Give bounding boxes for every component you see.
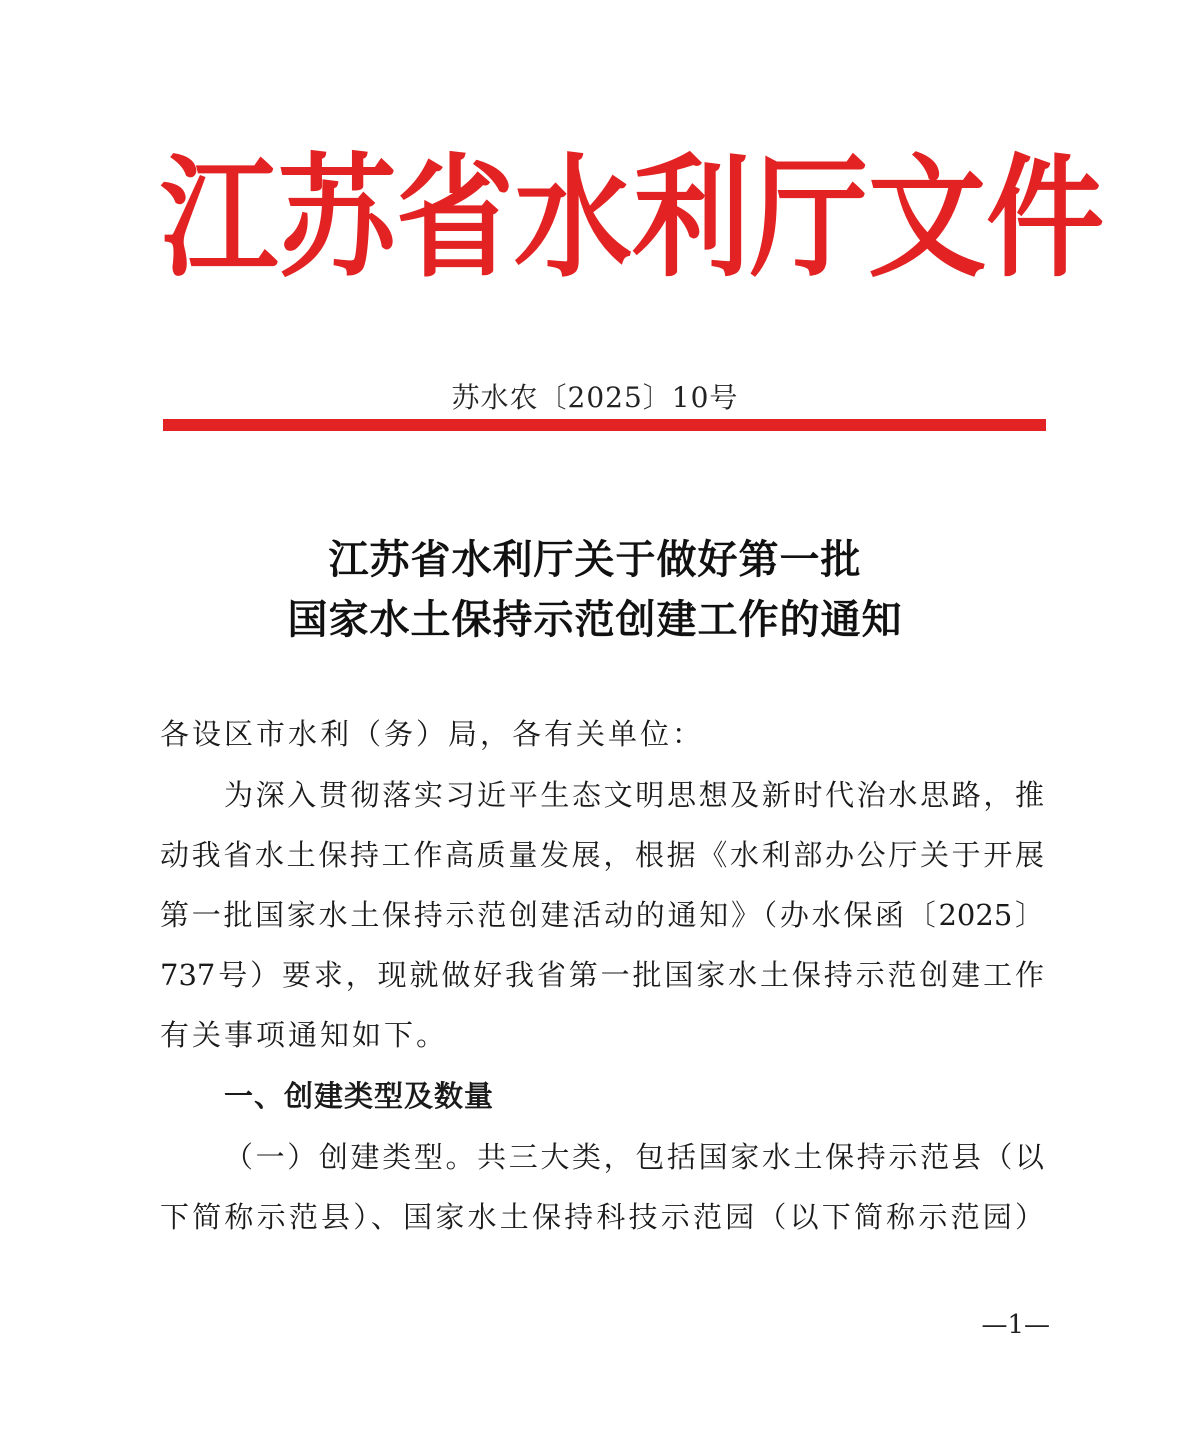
masthead-char: 苏 bbox=[278, 140, 397, 296]
paragraph-line: 为深入贯彻落实习近平生态文明思想及新时代治水思路，推 bbox=[224, 778, 1044, 812]
document-title-line-1: 江苏省水利厅关于做好第一批 bbox=[328, 536, 862, 583]
masthead-char: 省 bbox=[396, 140, 515, 296]
salutation: 各设区市水利（务）局，各有关单位： bbox=[160, 717, 705, 751]
document-number: 苏水农〔2025〕10号 bbox=[451, 381, 739, 414]
paragraph-line: 动我省水土保持工作高质量发展，根据《水利部办公厅关于开展 bbox=[160, 838, 1044, 872]
masthead-char: 江 bbox=[160, 140, 279, 296]
document-title-line-2: 国家水土保持示范创建工作的通知 bbox=[287, 596, 903, 643]
page-number: —1— bbox=[981, 1310, 1050, 1340]
paragraph-line: 下简称示范县）、国家水土保持科技示范园（以下简称示范园） bbox=[160, 1200, 1044, 1234]
masthead-char: 件 bbox=[986, 140, 1105, 296]
masthead-char: 水 bbox=[514, 140, 633, 296]
paragraph-line: 第一批国家水土保持示范创建活动的通知》（办水保函〔2025〕 bbox=[160, 898, 1044, 932]
paragraph-line: 737号）要求，现就做好我省第一批国家水土保持示范创建工作 bbox=[160, 958, 1044, 992]
red-divider-rule bbox=[163, 419, 1046, 431]
masthead-char: 厅 bbox=[750, 140, 869, 296]
paragraph-line: （一）创建类型。共三大类，包括国家水土保持示范县（以 bbox=[224, 1140, 1044, 1174]
section-heading: 一、创建类型及数量 bbox=[224, 1079, 495, 1113]
masthead bbox=[160, 138, 1105, 298]
masthead-char: 文 bbox=[868, 140, 987, 296]
masthead-char: 利 bbox=[632, 140, 751, 296]
paragraph-line: 有关事项通知如下。 bbox=[160, 1018, 449, 1052]
